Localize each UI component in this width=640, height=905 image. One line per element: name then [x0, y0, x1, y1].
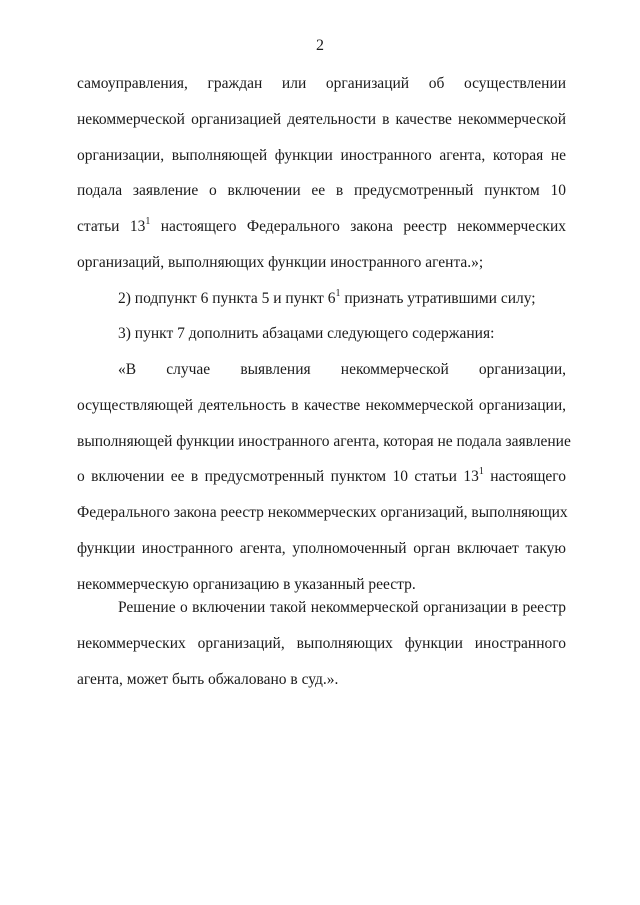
decision-paragraph [77, 596, 566, 703]
text-line [77, 465, 566, 501]
text-line: Решение о включении такой некоммерческой организации в реестр [118, 599, 566, 616]
text-line: Федерального закона реестр некоммерческих организаций, выполняющих [77, 504, 568, 522]
text-line [77, 287, 566, 323]
text-line: 3) пункт 7 дополнить абзацами следующего содержания: [118, 325, 495, 342]
text-line [77, 215, 566, 251]
text-fragment: о включении ее в предусмотренный пунктом 10 статьи 13 [77, 468, 479, 486]
page-number: 2 [316, 37, 324, 54]
continuation-paragraph [77, 72, 566, 287]
text-line: осуществляющей деятельность в качестве некоммерческой организации, [77, 396, 566, 414]
text-line: некоммерческую организацию в указанный реестр. [77, 575, 416, 593]
text-line: агента, может быть обжаловано в суд.». [77, 670, 339, 688]
quote-paragraph [77, 358, 571, 609]
superscript: 1 [335, 288, 341, 299]
text-line: некоммерческой организацией деятельности в качестве некоммерческой [77, 110, 566, 128]
text-line: некоммерческих организаций, выполняющих функции иностранного [77, 634, 566, 652]
superscript: 1 [145, 216, 151, 228]
item-2-paragraph [77, 287, 566, 323]
text-fragment: настоящего Федерального закона реестр некоммерческих [150, 218, 566, 236]
text-fragment: настоящего [483, 468, 566, 486]
text-fragment: статьи 13 [77, 218, 146, 236]
text-fragment: признать утратившими силу; [340, 290, 536, 307]
text-line: функции иностранного агента, уполномоченный орган включает такую [77, 539, 566, 557]
item-3-paragraph [77, 322, 566, 358]
superscript: 1 [478, 466, 484, 478]
text-line: самоуправления, граждан или организаций об осуществлении [77, 75, 566, 92]
text-line: выполняющей функции иностранного агента, которая не подала заявление [77, 432, 571, 450]
text-line: подала заявление о включении ее в предусмотренный пунктом 10 [77, 182, 566, 200]
text-fragment: 2) подпункт 6 пункта 5 и пункт 6 [118, 290, 336, 307]
text-line: «В случае выявления некоммерческой организации, [118, 361, 566, 378]
text-line: организации, выполняющей функции иностранного агента, которая не [77, 146, 566, 164]
text-line: организаций, выполняющих функции иностранного агента.»; [77, 253, 484, 271]
